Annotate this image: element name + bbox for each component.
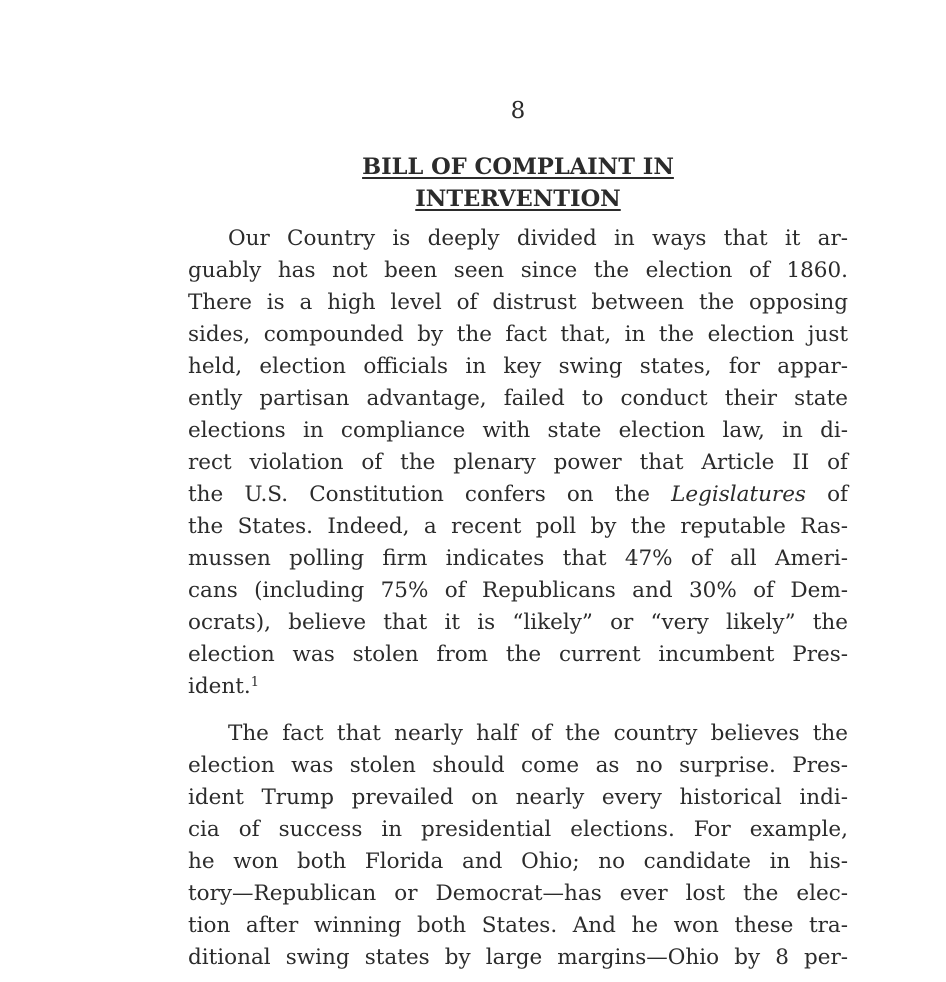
paragraph-2-line-8: ditional swing states by large margins—Ohio by 8 per-	[188, 945, 848, 970]
paragraph-1-line-12: cans (including 75% of Republicans and 30% of Dem-	[188, 578, 848, 603]
paragraph-2-line-5: he won both Florida and Ohio; no candidate in his-	[188, 849, 848, 874]
paragraph-1-line-9	[188, 479, 848, 511]
paragraph-1	[188, 223, 848, 703]
paragraph-1-line-6: ently partisan advantage, failed to conduct their state	[188, 386, 848, 411]
heading-line-2: INTERVENTION	[415, 186, 621, 212]
paragraph-1-line-3: There is a high level of distrust between the opposing	[188, 290, 848, 315]
paragraph-2-line-1: The fact that nearly half of the country believes the	[228, 721, 848, 746]
paragraph-1-line-14: election was stolen from the current incumbent Pres-	[188, 642, 848, 667]
heading-line-1: BILL OF COMPLAINT IN	[362, 154, 674, 180]
page-number: 8	[510, 98, 526, 124]
paragraph-2-line-2: election was stolen should come as no surprise. Pres-	[188, 753, 848, 778]
paragraph-2-line-4: cia of success in presidential elections. For example,	[188, 817, 848, 842]
line-9-text-after: of	[805, 482, 848, 507]
paragraph-1-line-2: guably has not been seen since the election of 1860.	[188, 258, 848, 283]
line-9-text-before: the U.S. Constitution confers on the	[188, 482, 672, 507]
paragraph-1-line-5: held, election officials in key swing states, for appar-	[188, 354, 848, 379]
paragraph-1-line-1: Our Country is deeply divided in ways that it ar-	[228, 226, 848, 251]
paragraph-1-line-4: sides, compounded by the fact that, in the election just	[188, 322, 848, 347]
paragraph-1-line-13: ocrats), believe that it is “likely” or “very likely” the	[188, 610, 848, 635]
line-15-text: ident.	[188, 674, 251, 699]
paragraph-1-line-8: rect violation of the plenary power that Article II of	[188, 450, 848, 475]
paragraph-1-line-11: mussen polling firm indicates that 47% of all Ameri-	[188, 546, 848, 571]
paragraph-2-line-7: tion after winning both States. And he won these tra-	[188, 913, 848, 938]
paragraph-2	[188, 718, 848, 974]
paragraph-2-line-6: tory—Republican or Democrat—has ever lost the elec-	[188, 881, 848, 906]
paragraph-1-line-15	[188, 671, 848, 703]
paragraph-2-line-3: ident Trump prevailed on nearly every historical indi-	[188, 785, 848, 810]
footnote-reference[interactable]: 1	[250, 675, 259, 690]
legislatures-italic: Legislatures	[671, 482, 806, 507]
paragraph-1-line-10: the States. Indeed, a recent poll by the reputable Ras-	[188, 514, 848, 539]
paragraph-1-line-7: elections in compliance with state election law, in di-	[188, 418, 848, 443]
section-heading	[188, 151, 848, 215]
